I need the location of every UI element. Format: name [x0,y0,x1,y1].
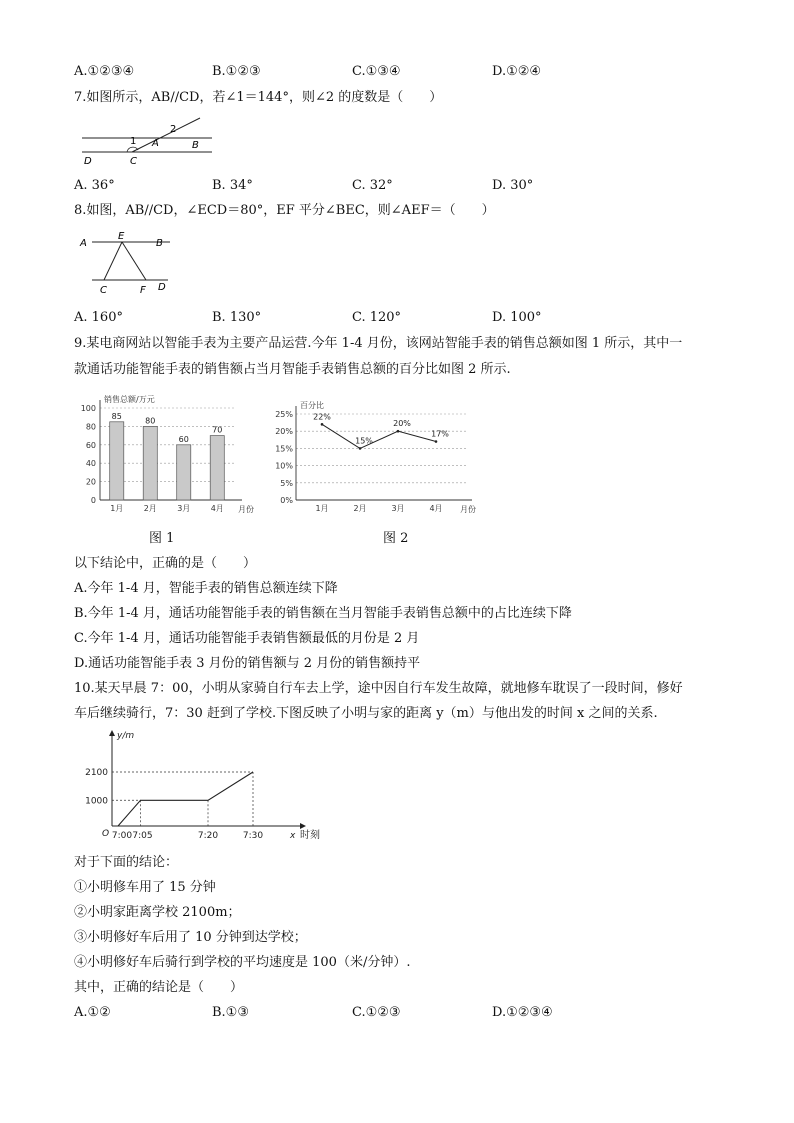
q9-option-d: D.通话功能智能手表 3 月份的销售额与 2 月份的销售额持平 [74,656,421,671]
q10-statement-3: ③小明修好车后用了 10 分钟到达学校； [74,930,307,945]
q10-option-d: D.①②③④ [492,1005,553,1020]
q7-option-a: A. 36° [74,178,115,193]
q8-label-c: C [100,285,107,296]
q9-prompt: 以下结论中，正确的是（ ） [74,556,257,571]
q9-fig1-caption: 图 1 [149,531,175,546]
x-tick-label: 7:30 [242,831,264,841]
q10-statement-1: ①小明修车用了 15 分钟 [74,880,216,895]
q8-figure [78,228,178,298]
x-tick-label: 2月 [353,504,367,513]
data-point [435,440,438,443]
x-tick-label: 4月 [210,504,224,513]
q8-option-b: B. 130° [212,310,262,325]
q7-figure [80,112,220,168]
y-axis-arrow [109,730,115,736]
data-label: 85 [111,411,122,421]
y-tick-label: 60 [85,440,96,450]
q10-distance-time-chart [82,728,318,846]
y-tick-label: 40 [85,459,96,469]
data-label: 15% [355,436,373,446]
chart-title: 销售总额/万元 [104,395,155,404]
origin-label: O [102,829,110,839]
y-tick-label: 25% [275,410,293,419]
q8-label-e: E [118,231,125,242]
q10-statement-2: ②小明家距离学校 2100m； [74,905,241,920]
data-label: 80 [145,416,156,426]
x-tick-label: 7:20 [197,831,219,841]
data-point [359,447,362,450]
q7-option-d: D. 30° [492,178,534,193]
y-tick-label: 2100 [85,768,108,778]
x-tick-label: 1月 [110,504,124,513]
x-axis-label: 时刻 [300,830,320,841]
data-label: 20% [393,419,411,429]
q10-prompt: 其中，正确的结论是（ ） [74,980,244,995]
q9-stem-line1: 9.某电商网站以智能手表为主要产品运营.今年 1-4 月份，该网站智能手表的销售总额如图 1 所示，其中一 [74,336,683,351]
q10-statement-4: ④小明修好车后骑行到学校的平均速度是 100（米/分钟）. [74,955,411,970]
data-label: 70 [212,425,223,435]
q10-option-b: B.①③ [212,1005,249,1020]
y-tick-label: 20 [85,477,96,487]
q7-label-1: 1 [130,136,137,147]
data-label: 22% [313,412,331,422]
q8-option-c: C. 120° [352,310,402,325]
q7-label-a: A [152,138,159,149]
y-tick-label: 100 [80,404,96,413]
q10-option-c: C.①②③ [352,1005,401,1020]
x-tick-label: 4月 [429,504,443,513]
q8-option-a: A. 160° [74,310,123,325]
x-axis-label: 月份 [460,505,476,514]
x-tick-label: 7:05 [132,831,153,841]
bar [143,426,157,500]
q9-stem-line2: 款通话功能智能手表的销售额占当月智能手表销售总额的百分比如图 2 所示. [74,362,511,377]
q8-label-d: D [158,282,166,293]
x-tick-label: 1月 [315,504,329,513]
q6-option-b: B.①②③ [212,64,261,79]
q10-option-a: A.①② [74,1005,111,1020]
y-tick-label: 0 [90,496,96,505]
x-axis-label: 月份 [238,505,254,514]
x-tick-label: 2月 [143,504,157,513]
bar [210,436,224,500]
q8-stem: 8.如图，AB//CD，∠ECD＝80°，EF 平分∠BEC，则∠AEF＝（ ） [74,203,495,218]
q8-label-b: B [156,238,163,249]
data-label: 60 [178,434,189,444]
y-tick-label: 1000 [85,796,108,807]
y-axis-label: y/m [117,731,135,741]
q7-option-b: B. 34° [212,178,253,193]
x-tick-label: 7:00 [111,831,133,841]
q9-option-b: B.今年 1-4 月，通话功能智能手表的销售额在当月智能手表销售总额中的占比连续下降 [74,606,572,621]
q9-option-c: C.今年 1-4 月，通话功能智能手表销售额最低的月份是 2 月 [74,631,420,646]
q10-stem-line2: 车后继续骑行，7：30 赶到了学校.下图反映了小明与家的距离 y（m）与他出发的时间 x 之间的关系. [74,706,658,721]
y-tick-label: 5% [280,478,293,488]
q6-option-d: D.①②④ [492,64,542,79]
q8-option-d: D. 100° [492,310,542,325]
chart-title: 百分比 [300,401,324,410]
x-tick-label: 3月 [177,504,191,513]
q10-intro: 对于下面的结论： [74,855,179,870]
series-line [322,424,436,448]
q8-label-f: F [140,285,146,296]
q7-label-d: D [84,156,92,167]
q7-label-b: B [192,140,199,151]
x-axis-var: x [290,831,296,841]
q9-bar-chart [72,392,252,522]
q7-label-2: 2 [170,124,177,135]
q10-stem-line1: 10.某天早晨 7：00，小明从家骑自行车去上学，途中因自行车发生故障，就地修车耽误了一段时间，修好 [74,681,683,696]
data-label: 17% [431,429,449,439]
y-tick-label: 10% [275,461,293,471]
q6-option-c: C.①③④ [352,64,401,79]
q9-option-a: A.今年 1-4 月，智能手表的销售总额连续下降 [74,581,338,596]
data-point [397,430,400,433]
q7-label-c: C [130,156,137,167]
series-line [118,772,253,826]
q9-fig2-caption: 图 2 [383,531,409,546]
q7-option-c: C. 32° [352,178,393,193]
y-tick-label: 20% [275,427,293,437]
q6-option-a: A.①②③④ [74,64,135,79]
q8-label-a: A [80,238,87,249]
y-tick-label: 0% [280,496,293,505]
y-tick-label: 80 [85,422,96,432]
bar [110,422,124,500]
bar [177,445,191,500]
y-tick-label: 15% [275,444,293,454]
x-axis-arrow [300,823,306,829]
data-point [321,423,324,426]
q9-line-chart [270,398,502,520]
x-tick-label: 3月 [391,504,405,513]
q7-stem: 7.如图所示，AB//CD，若∠1＝144°，则∠2 的度数是（ ） [74,90,443,105]
